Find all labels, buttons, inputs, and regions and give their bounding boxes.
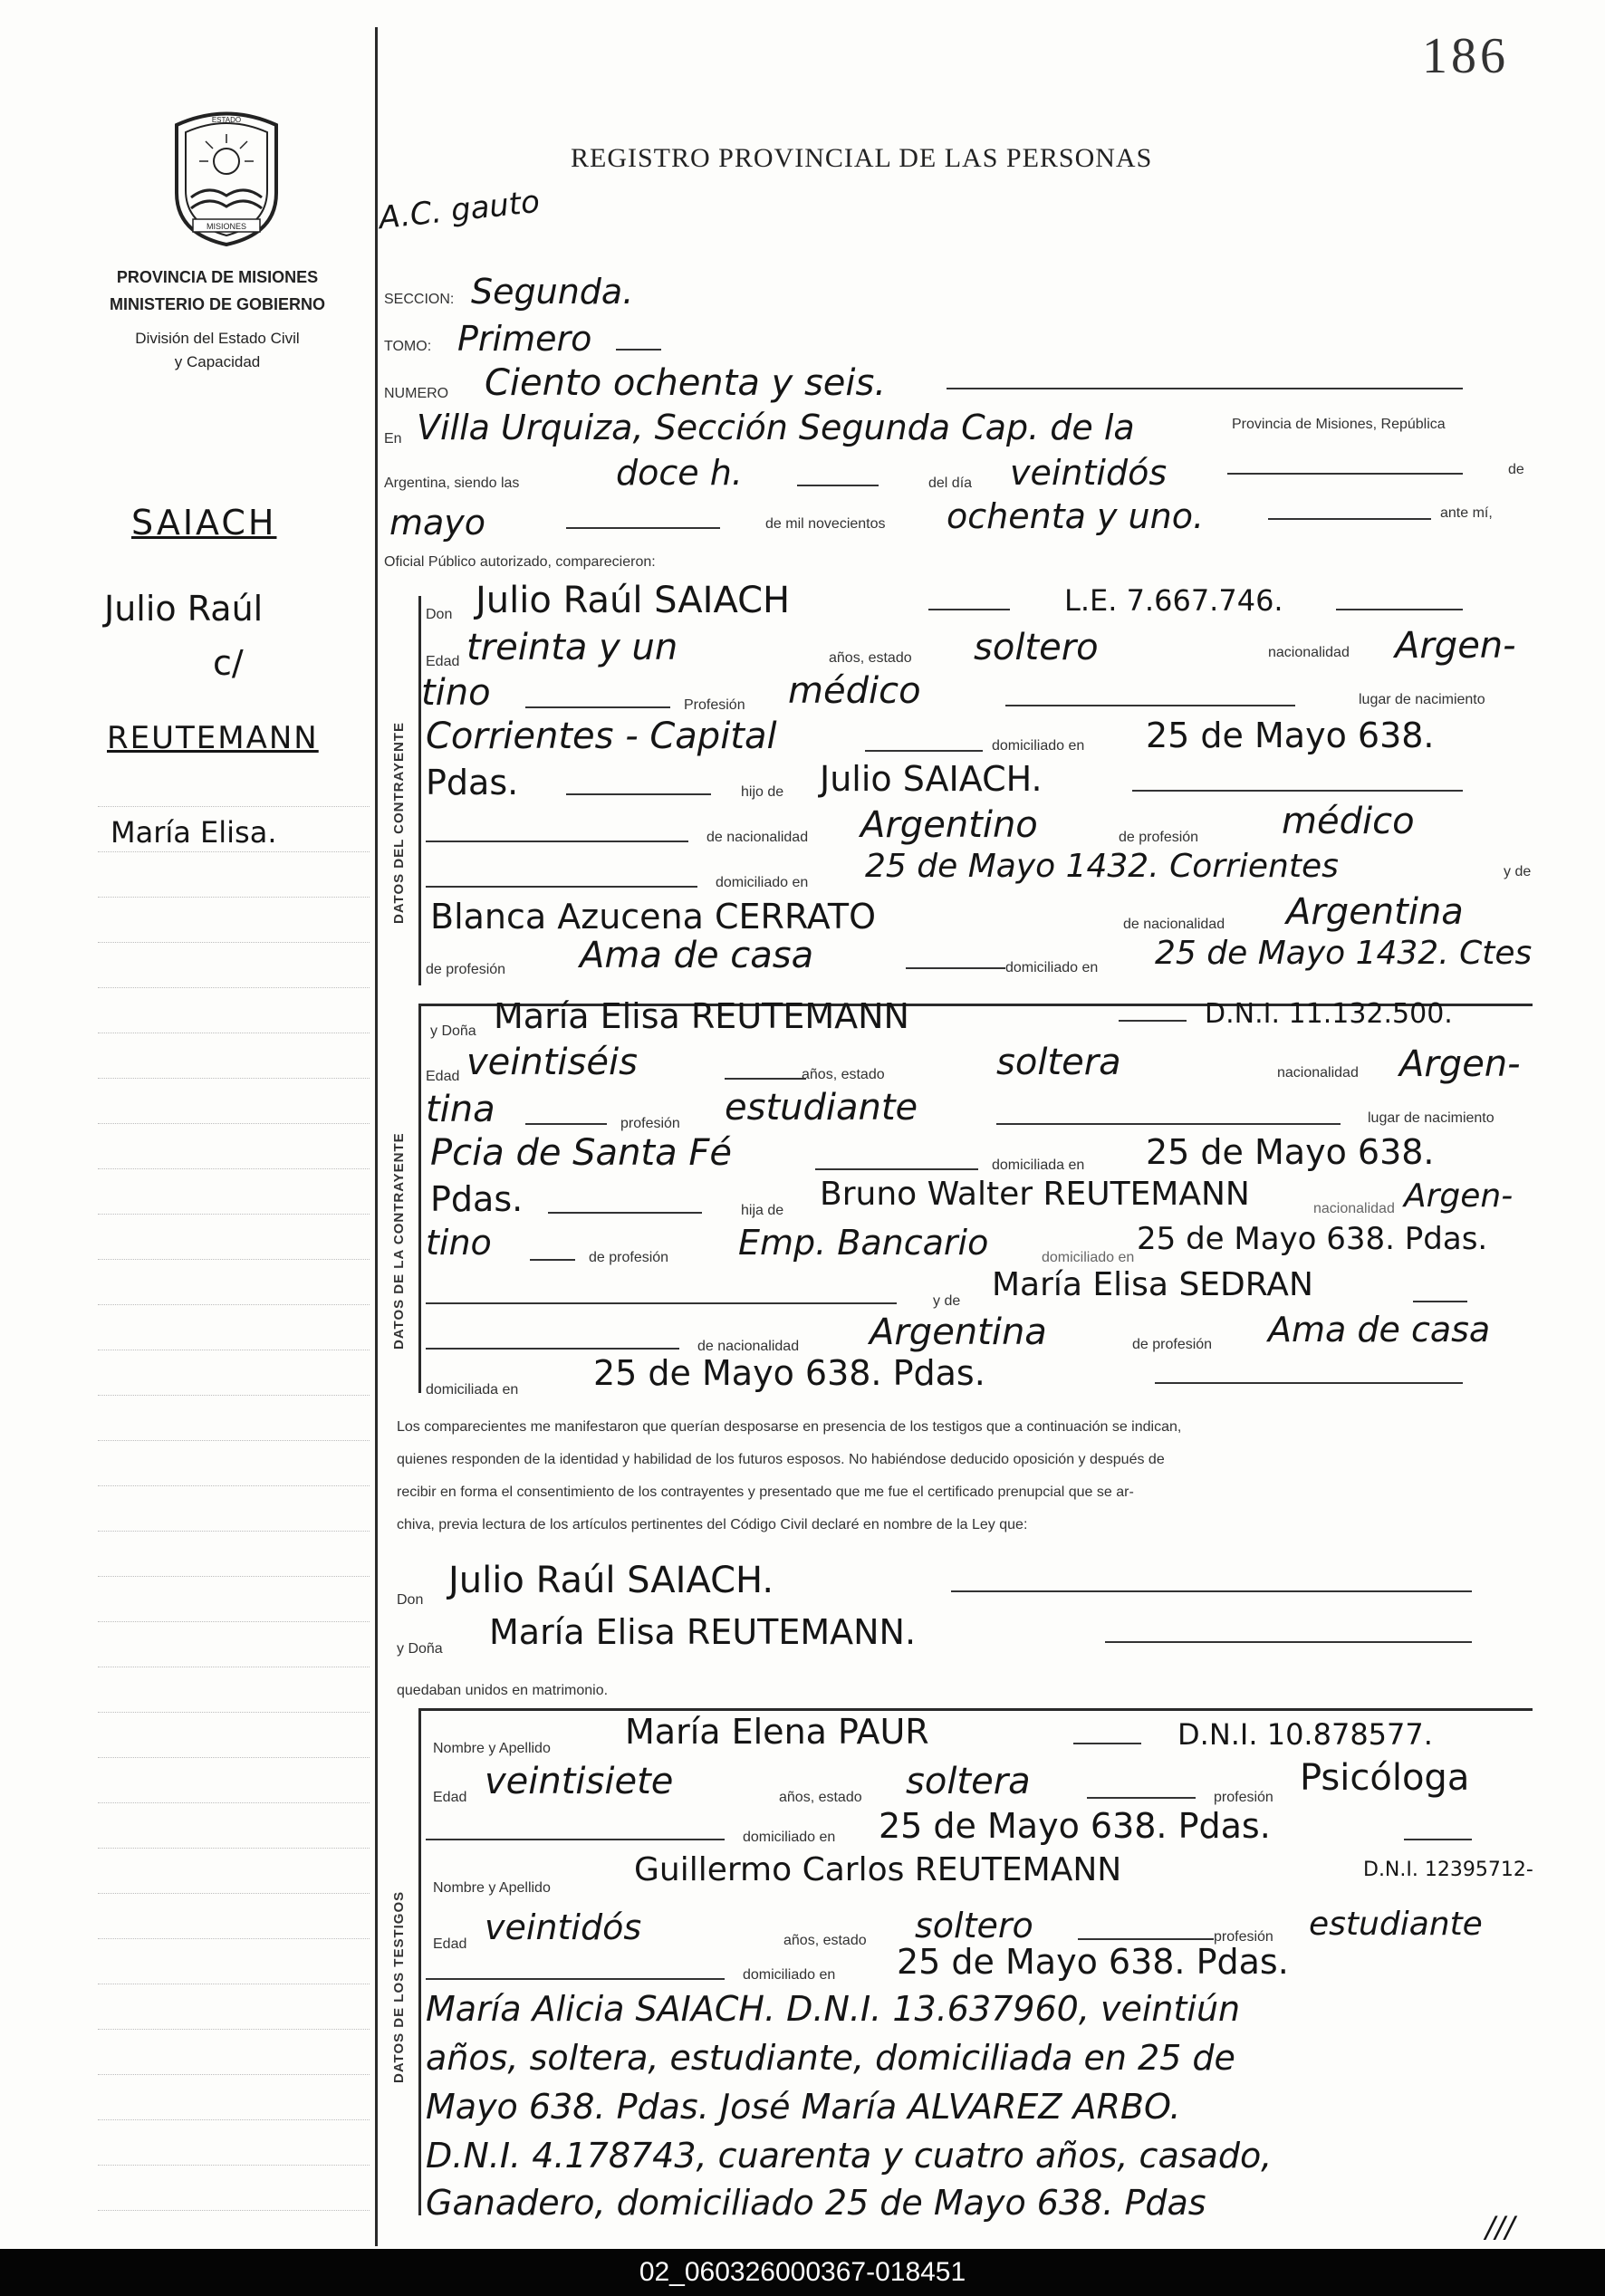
c2-madre-nac-label: de nacionalidad [697,1339,800,1354]
declaration-line-1: Los comparecientes me manifestaron que querían desposarse en presencia de los testigos que a continuación se indican, [397,1419,1182,1435]
c2-nacionalidad-cont: tina [426,1089,495,1130]
declaration-line-2: quienes responden de la identidad y habilidad de los futuros esposos. No habiéndose deducido oposición y después de [397,1452,1165,1467]
numero-label: NUMERO [384,386,449,401]
decl-don-value: Julio Raúl SAIACH. [448,1560,774,1601]
c2-madre-prof: Ama de casa [1268,1310,1491,1350]
t2-prof-label: profesión [1214,1929,1273,1945]
c1-nacionalidad-label: nacionalidad [1268,645,1350,660]
declaration-line-3: recibir en forma el consentimiento de los contrayentes y presentado que me fue el certificado prenupcial que se ar- [397,1484,1134,1500]
margin-surname-1: SAIACH [131,503,277,543]
tomo-label: TOMO: [384,339,432,354]
tomo-value: Primero [457,319,592,359]
de-label: de [1508,462,1524,477]
mil-label: de mil novecientos [765,516,886,532]
c1-madre-prof-label: de profesión [426,962,506,977]
extra-witness-line-2: años, soltera, estudiante, domiciliada en 25 de [426,2038,1235,2078]
extra-witness-line-5: Ganadero, domiciliado 25 de Mayo 638. Pdas [426,2183,1206,2223]
c1-profesion-label: Profesión [684,697,745,713]
c2-padre-prof: Emp. Bancario [738,1223,989,1263]
c2-domicilio-label: domiciliada en [992,1158,1085,1173]
bottom-mark: /// [1485,2210,1515,2244]
c1-edad-label: Edad [426,654,460,669]
c1-madre-nac: Argentina [1286,891,1464,933]
c2-padre-prof-label: de profesión [589,1250,669,1265]
c2-padre-dom-label: domiciliado en [1042,1250,1135,1265]
c1-y-de-label: y de [1504,864,1532,879]
t2-prof: estudiante [1309,1906,1483,1943]
c2-documento: D.N.I. 11.132.500. [1205,998,1453,1030]
c2-nacionalidad: Argen- [1399,1043,1521,1085]
c1-madre-prof: Ama de casa [580,935,814,976]
c1-nacionalidad: Argen- [1395,625,1516,667]
c2-padre-dom: 25 de Mayo 638. Pdas. [1137,1221,1488,1257]
ante-label: ante mí, [1440,505,1493,521]
division-line1: División del Estado Civil [135,330,300,347]
t2-edad: veintidós [485,1907,642,1947]
contrayente-section-label: DATOS DEL CONTRAYENTE [391,722,407,924]
c1-padre-dom: 25 de Mayo 1432. Corrientes [865,848,1339,885]
dia-value: veintidós [1010,453,1168,493]
c1-madre-nac-label: de nacionalidad [1123,917,1225,932]
c2-hija-label: hija de [741,1203,784,1218]
t1-anos-label: años, estado [779,1790,862,1805]
c1-padre-prof-label: de profesión [1119,830,1199,845]
decl-dona-label: y Doña [397,1641,443,1657]
c1-nombre: Julio Raúl SAIACH [476,580,791,621]
c1-domicilio: 25 de Mayo 638. [1146,716,1435,755]
t1-estado: soltera [906,1761,1031,1802]
t2-anos-label: años, estado [783,1933,867,1948]
c2-domicilio-cont: Pdas. [430,1179,524,1219]
c1-padre: Julio SAIACH. [820,759,1043,799]
argentina-text: Argentina, siendo las [384,476,520,491]
extra-witness-line-1: María Alicia SAIACH. D.N.I. 13.637960, veintiún [426,1989,1241,2029]
c2-lugar-label: lugar de nacimiento [1368,1110,1494,1126]
t2-dom: 25 de Mayo 638. Pdas. [897,1942,1289,1982]
t2-nombre-label: Nombre y Apellido [433,1880,551,1896]
testigos-section-label: DATOS DE LOS TESTIGOS [391,1890,407,2083]
seal-bottom-text: MISIONES [206,222,247,231]
margin-connector: c/ [213,643,244,683]
t2-edad-label: Edad [433,1936,467,1952]
decl-don-label: Don [397,1592,424,1608]
declaration-line-4: chiva, previa lectura de los artículos pertinentes del Código Civil declaré en nombre de la Ley que: [397,1517,1028,1532]
document-title: REGISTRO PROVINCIAL DE LAS PERSONAS [571,143,1153,173]
c1-madre-dom-label: domiciliado en [1005,960,1099,975]
c2-lugar: Pcia de Santa Fé [430,1132,732,1174]
c2-estado: soltera [996,1042,1121,1083]
c1-madre-dom: 25 de Mayo 1432. Ctes [1155,935,1533,972]
provincia-text: Provincia de Misiones, República [1232,417,1446,432]
t1-edad-label: Edad [433,1790,467,1805]
c2-padre-nac-cont: tino [426,1223,492,1263]
ministry-heading: MINISTERIO DE GOBIERNO [109,295,326,313]
t1-nombre-label: Nombre y Apellido [433,1741,551,1756]
c1-profesion: médico [788,670,921,712]
c1-anos-label: años, estado [829,650,912,666]
province-heading: PROVINCIA DE MISIONES [116,268,319,286]
scan-id-footer: 02_060326000367-018451 [0,2249,1605,2296]
numero-value: Ciento ochenta y seis. [485,362,887,404]
c2-edad-label: Edad [426,1069,460,1084]
margin-surname-2: REUTEMANN [107,720,319,756]
c1-madre: Blanca Azucena CERRATO [430,897,876,937]
c1-lugar-label: lugar de nacimiento [1359,692,1485,707]
t1-prof-label: profesión [1214,1790,1273,1805]
c2-padre-nac-label: nacionalidad [1313,1201,1395,1216]
contrayente2-section-label: DATOS DE LA CONTRAYENTE [391,1132,407,1350]
c2-padre: Bruno Walter REUTEMANN [820,1176,1250,1213]
hora-value: doce h. [616,453,743,493]
c2-y-de-label: y de [933,1293,961,1309]
c1-nacionalidad-cont: tino [421,672,491,714]
anio-value: ochenta y uno. [947,496,1205,536]
c2-profesion-label: profesión [620,1116,680,1131]
c2-edad: veintiséis [466,1042,638,1083]
annotation-initials: A.C. gauto [377,183,542,237]
margin-given-1: Julio Raúl [104,589,264,629]
c1-padre-nac: Argentino [860,804,1038,846]
c1-estado: soltero [974,627,1099,668]
t2-dom-label: domiciliado en [743,1967,836,1983]
en-value: Villa Urquiza, Sección Segunda Cap. de la [417,408,1135,447]
t1-edad: veintisiete [485,1761,674,1802]
en-label: En [384,431,402,447]
t1-prof: Psicóloga [1300,1757,1470,1799]
t2-doc: D.N.I. 12395712- [1363,1859,1533,1881]
oficial-text: Oficial Público autorizado, comparecieron: [384,554,656,570]
c1-edad: treinta y un [466,627,678,668]
c2-madre-dom-label: domiciliada en [426,1382,519,1398]
decl-closing: quedaban unidos en matrimonio. [397,1683,609,1698]
c1-documento: L.E. 7.667.746. [1064,583,1283,618]
c1-lugar: Corrientes - Capital [426,716,777,757]
mes-value: mayo [389,503,486,543]
division-line2: y Capacidad [174,353,261,370]
seccion-label: SECCION: [384,292,455,307]
c1-domicilio-label: domiciliado en [992,738,1085,754]
page-number: 186 [1422,28,1509,84]
t1-doc: D.N.I. 10.878577. [1177,1717,1433,1752]
c1-padre-nac-label: de nacionalidad [706,830,809,845]
c2-nacionalidad-label: nacionalidad [1277,1065,1359,1081]
c1-padre-prof: médico [1282,801,1415,842]
c1-hijo-label: hijo de [741,784,784,800]
extra-witness-line-4: D.N.I. 4.178743, cuarenta y cuatro años, casado, [426,2136,1273,2176]
c2-anos-label: años, estado [802,1067,885,1082]
c2-madre: María Elisa SEDRAN [992,1266,1313,1303]
del-dia-label: del día [928,476,973,491]
c2-nombre: María Elisa REUTEMANN [494,996,909,1036]
t1-nombre: María Elena PAUR [625,1712,929,1752]
c2-padre-nac: Argen- [1404,1177,1514,1215]
seccion-value: Segunda. [471,272,634,312]
c1-don-label: Don [426,607,453,622]
c1-domicilio-cont: Pdas. [426,763,519,802]
c2-domicilio: 25 de Mayo 638. [1146,1132,1435,1172]
c2-madre-nac: Argentina [870,1311,1047,1353]
margin-given-2: María Elisa. [111,815,277,850]
declaration-paragraph [397,1411,1520,1542]
c2-madre-prof-label: de profesión [1132,1337,1213,1352]
c2-dona-label: y Doña [430,1023,476,1039]
c2-madre-dom: 25 de Mayo 638. Pdas. [593,1353,985,1393]
decl-dona-value: María Elisa REUTEMANN. [489,1612,917,1652]
t1-dom-label: domiciliado en [743,1830,836,1845]
t2-estado: soltero [915,1906,1033,1945]
provincial-seal-icon [159,107,294,252]
c1-padre-dom-label: domiciliado en [716,875,809,890]
t2-nombre: Guillermo Carlos REUTEMANN [634,1851,1122,1888]
t1-dom: 25 de Mayo 638. Pdas. [879,1806,1271,1846]
seal-top-text: ESTADO [211,116,242,124]
c2-profesion: estudiante [725,1087,918,1129]
extra-witness-line-3: Mayo 638. Pdas. José María ALVAREZ ARBO. [426,2087,1181,2127]
